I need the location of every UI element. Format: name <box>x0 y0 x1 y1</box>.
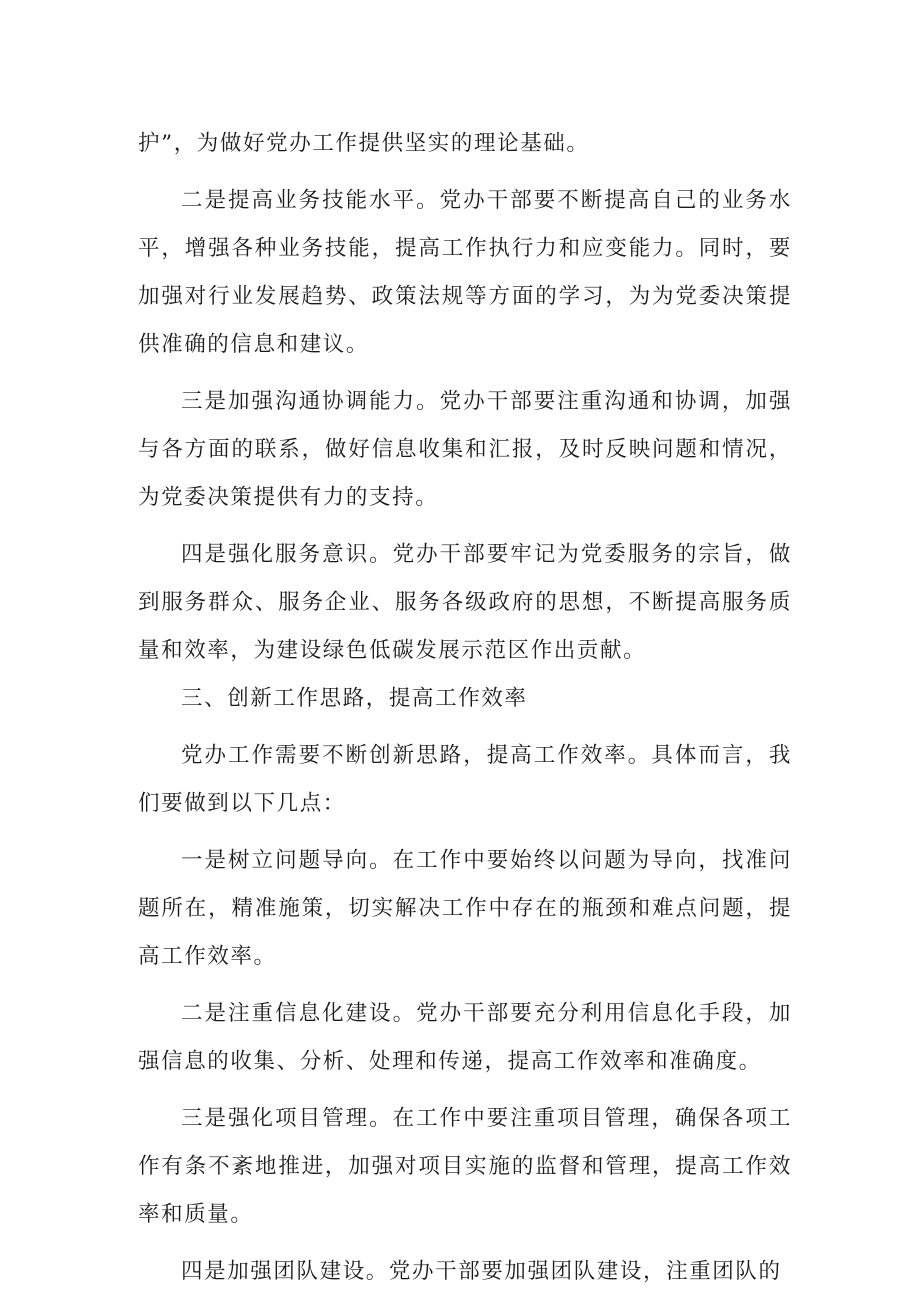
paragraph-continuation: 护”，为做好党办工作提供坚实的理论基础。 <box>138 131 590 156</box>
paragraph-service-awareness: 四是强化服务意识。党办干部要牢记为党委服务的宗旨，做到服务群众、服务企业、服务各级政府的思想，不断提高服务质量和效率，为建设绿色低碳发展示范区作出贡献。 <box>138 542 792 663</box>
document-body <box>138 120 792 1296</box>
paragraph-communication: 三是加强沟通协调能力。党办干部要注重沟通和协调，加强与各方面的联系，做好信息收集和汇报，及时反映问题和情况，为党委决策提供有力的支持。 <box>138 389 792 510</box>
section-heading: 三、创新工作思路，提高工作效率 <box>181 686 528 711</box>
paragraph-innovation-intro: 党办工作需要不断创新思路，提高工作效率。具体而言，我们要做到以下几点： <box>138 743 792 816</box>
paragraph-informatization: 二是注重信息化建设。党办干部要充分利用信息化手段，加强信息的收集、分析、处理和传递，提高工作效率和准确度。 <box>138 1001 792 1074</box>
paragraph-project-management: 三是强化项目管理。在工作中要注重项目管理，确保各项工作有条不紊地推进，加强对项目实施的监督和管理，提高工作效率和质量。 <box>138 1106 792 1227</box>
paragraph-problem-orientation: 一是树立问题导向。在工作中要始终以问题为导向，找准问题所在，精准施策，切实解决工作中存在的瓶颈和难点问题，提高工作效率。 <box>138 848 792 969</box>
paragraph-business-skills: 二是提高业务技能水平。党办干部要不断提高自己的业务水平，增强各种业务技能，提高工作执行力和应变能力。同时，要加强对行业发展趋势、政策法规等方面的学习，为为党委决策提供准确的信息和建议。 <box>138 188 792 357</box>
paragraph-team-building: 四是加强团队建设。党办干部要加强团队建设，注重团队的 <box>181 1259 782 1284</box>
